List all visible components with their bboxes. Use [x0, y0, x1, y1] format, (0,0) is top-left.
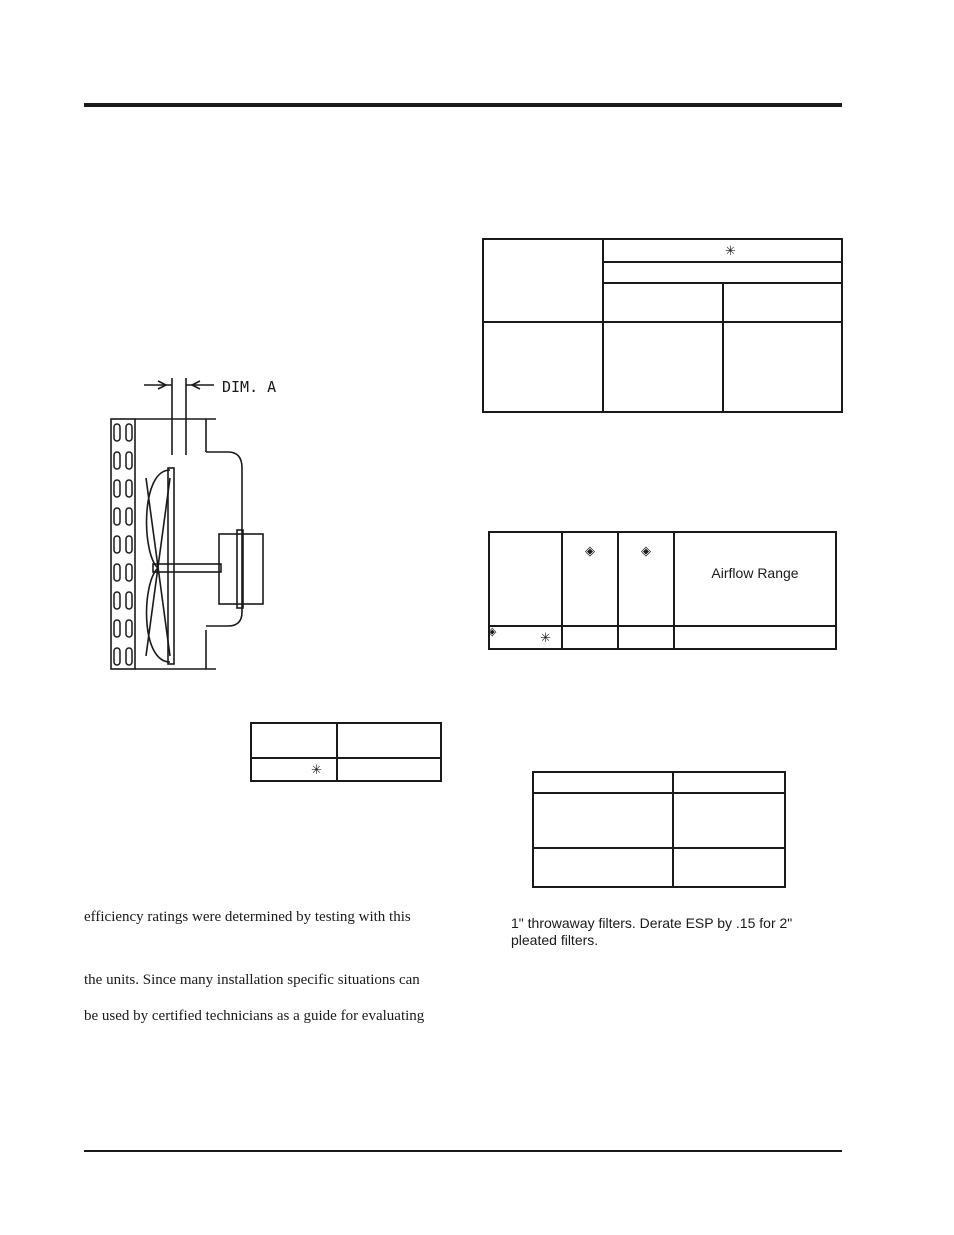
body-text-line: be used by certified technicians as a guide for evaluating [84, 1008, 425, 1024]
airflow-table [488, 531, 837, 650]
asterisk-icon: ✳ [311, 762, 322, 778]
airflow-range-header: Airflow Range [711, 565, 799, 581]
asterisk-icon: ✳ [725, 243, 736, 259]
asterisk-icon: ✳ [540, 630, 551, 646]
diamond-icon: ◈ [641, 544, 651, 559]
dim-a-table [250, 722, 442, 782]
dim-a-label: DIM. A [222, 378, 277, 396]
diamond-icon: ◈ [585, 544, 595, 559]
footer-rule [84, 1150, 842, 1152]
header-rule [84, 103, 842, 107]
body-text-line: the units. Since many installation specific situations can [84, 972, 420, 988]
filter-table [532, 771, 786, 888]
performance-table [482, 238, 843, 413]
body-text-line: efficiency ratings were determined by testing with this [84, 909, 411, 925]
diamond-footnote-icon: ◈ [488, 625, 497, 638]
filter-note: 1" throwaway filters. Derate ESP by .15 for 2" pleated filters. [511, 915, 793, 948]
